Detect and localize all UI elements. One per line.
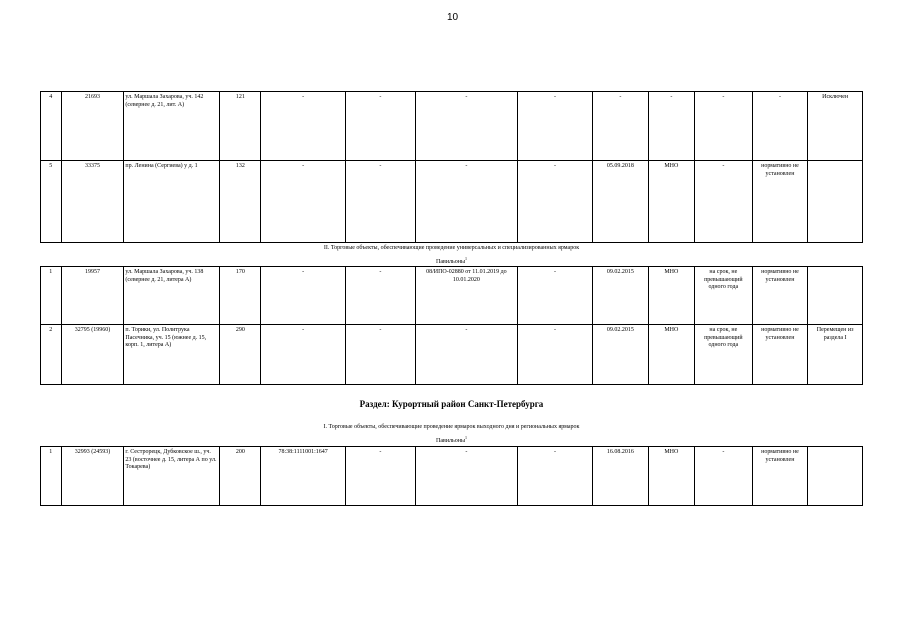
cadastral-number: 78:38:1111001:1647 <box>261 447 345 506</box>
cell: - <box>345 267 415 325</box>
term: - <box>695 447 753 506</box>
norm: нормативно не установлен <box>752 267 808 325</box>
area: 132 <box>220 161 261 243</box>
date: - <box>593 92 649 161</box>
area: 290 <box>220 325 261 385</box>
area: 170 <box>220 267 261 325</box>
table-2 <box>40 266 863 385</box>
cadastral-number: - <box>261 267 345 325</box>
cell: - <box>517 92 592 161</box>
contract: - <box>415 161 517 243</box>
date: 09.02.2015 <box>593 267 649 325</box>
table-1 <box>40 91 863 243</box>
area: 200 <box>220 447 261 506</box>
authority: МНО <box>648 267 694 325</box>
row-number: 1 <box>41 267 62 325</box>
object-id: 19957 <box>61 267 124 325</box>
cell: - <box>517 447 592 506</box>
note: Перемещен из раздела I <box>808 325 863 385</box>
date: 09.02.2015 <box>593 325 649 385</box>
note: Исключен <box>808 92 863 161</box>
cell: - <box>345 92 415 161</box>
term: на срок, не превышающий одного года <box>695 267 753 325</box>
row-number: 5 <box>41 161 62 243</box>
norm: - <box>752 92 808 161</box>
table-3 <box>40 446 863 506</box>
address: пр. Ленина (Сергиева) у д. 1 <box>124 161 220 243</box>
cell: - <box>345 161 415 243</box>
note <box>808 161 863 243</box>
object-id: 32795 (19960) <box>61 325 124 385</box>
address: г. Сестрорецк, Дубковское ш., уч. 23 (восточнее д. 15, литера А по ул. Токарева) <box>124 447 220 506</box>
date: 16.08.2016 <box>593 447 649 506</box>
address: ул. Маршала Захарова, уч. 138 (севернее д. 21, литера А) <box>124 267 220 325</box>
page-number: 10 <box>446 12 459 23</box>
norm: нормативно не установлен <box>752 161 808 243</box>
cadastral-number: - <box>261 92 345 161</box>
contract: - <box>415 447 517 506</box>
cadastral-number: - <box>261 161 345 243</box>
contract: - <box>415 325 517 385</box>
section-caption: II. Торговые объекты, обеспечивающие проведение универсальных и специализированных ярмарок <box>323 245 580 251</box>
area: 121 <box>220 92 261 161</box>
address: п. Торики, ул. Политрука Пасечника, уч. 15 (южнее д. 15, корп. 1, литера А) <box>124 325 220 385</box>
cell: - <box>345 447 415 506</box>
note <box>808 267 863 325</box>
address: ул. Маршала Захарова, уч. 142 (севернее д. 21, лит. А) <box>124 92 220 161</box>
cell: - <box>517 325 592 385</box>
section-caption: I. Торговые объекты, обеспечивающие проведение ярмарок выходного дня и региональных ярмарок <box>323 424 580 430</box>
table-row <box>41 447 863 506</box>
cell: - <box>345 325 415 385</box>
note <box>808 447 863 506</box>
date: 05.09.2018 <box>593 161 649 243</box>
term: на срок, не превышающий одного года <box>695 325 753 385</box>
contract: - <box>415 92 517 161</box>
contract: 08/ИПО-02880 от 11.01.2019 до 10.01.2020 <box>415 267 517 325</box>
table-row <box>41 161 863 243</box>
table-row <box>41 92 863 161</box>
object-id: 33375 <box>61 161 124 243</box>
cell: - <box>517 161 592 243</box>
footnote-mark: 1 <box>465 256 467 261</box>
norm: нормативно не установлен <box>752 447 808 506</box>
object-id: 32993 (24593) <box>61 447 124 506</box>
section-sub-caption: Павильоны$^1$ <box>435 435 467 444</box>
authority: МНО <box>648 447 694 506</box>
row-number: 1 <box>41 447 62 506</box>
section-sub-caption: Павильоны$^1$ <box>435 256 467 265</box>
cadastral-number: - <box>261 325 345 385</box>
authority: - <box>648 92 694 161</box>
norm: нормативно не установлен <box>752 325 808 385</box>
district-title: Раздел: Курортный район Санкт-Петербурга <box>359 399 544 409</box>
term: - <box>695 161 753 243</box>
authority: МНО <box>648 161 694 243</box>
table-row <box>41 325 863 385</box>
table-row <box>41 267 863 325</box>
row-number: 4 <box>41 92 62 161</box>
object-id: 21693 <box>61 92 124 161</box>
row-number: 2 <box>41 325 62 385</box>
term: - <box>695 92 753 161</box>
cell: - <box>517 267 592 325</box>
authority: МНО <box>648 325 694 385</box>
footnote-mark: 1 <box>465 435 467 440</box>
